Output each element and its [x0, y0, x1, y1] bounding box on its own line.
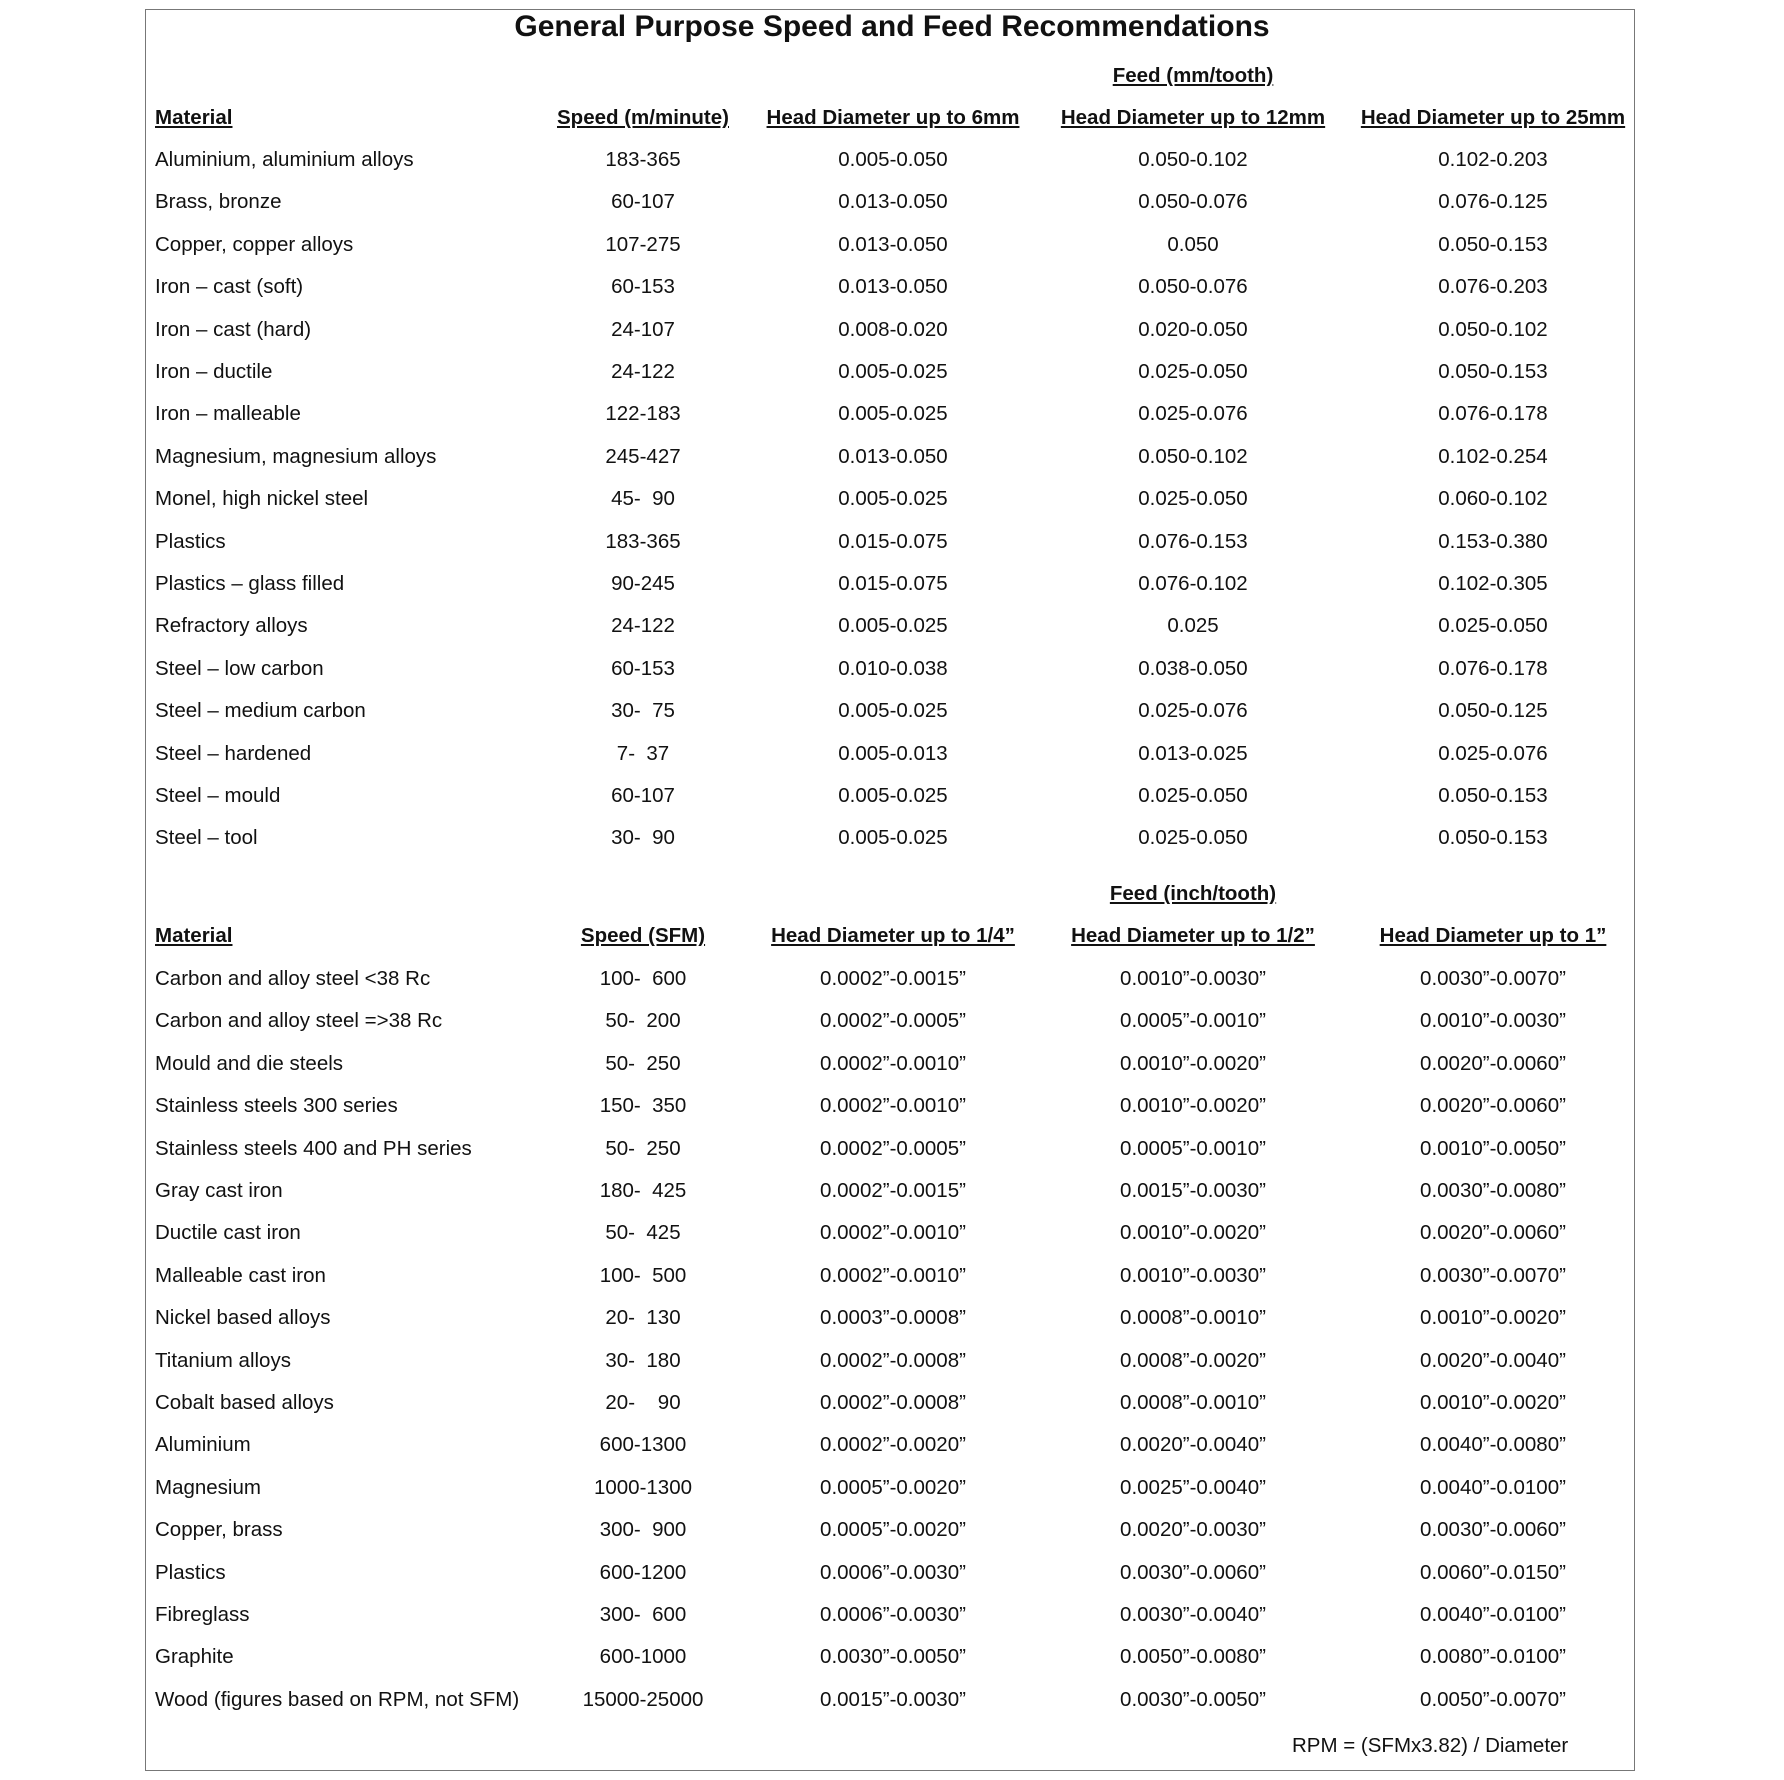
table-cell: 0.0002”-0.0015”: [820, 967, 966, 990]
table-cell: 183-365: [605, 148, 681, 171]
table-cell: 0.076-0.178: [1438, 656, 1548, 680]
table-cell: 0.0030”-0.0070”: [1420, 1263, 1566, 1287]
table-cell: 0.050-0.102: [1438, 317, 1548, 341]
table-cell: 0.0040”-0.0100”: [1420, 1603, 1566, 1626]
table-cell: 0.015-0.075: [838, 572, 948, 595]
table-cell: 0.060-0.102: [1438, 487, 1548, 511]
table-cell: 60-107: [611, 784, 675, 807]
rpm-formula-footnote: RPM = (SFMx3.82) / Diameter: [1292, 1734, 1569, 1757]
table-cell: 60-153: [611, 275, 675, 299]
table-cell: 0.005-0.025: [838, 699, 948, 723]
table-cell: 0.076-0.203: [1438, 275, 1548, 299]
table-cell: 0.050-0.153: [1438, 360, 1548, 383]
table-cell: 0.050-0.102: [1138, 148, 1248, 171]
table-cell: 0.0005”-0.0020”: [820, 1475, 966, 1499]
table-cell: 0.050-0.153: [1438, 232, 1548, 256]
material-cell: Steel – hardened: [155, 741, 312, 765]
column-header: Speed (SFM): [580, 924, 706, 947]
table-cell: 50- 200: [605, 1009, 681, 1033]
table-cell: 0.0030”-0.0040”: [1120, 1603, 1266, 1626]
material-cell: Malleable cast iron: [155, 1263, 326, 1287]
table-cell: 0.0015”-0.0030”: [1120, 1179, 1266, 1202]
table-cell: 0.0002”-0.0005”: [820, 1009, 966, 1033]
table-cell: 0.0010”-0.0030”: [1420, 1009, 1566, 1033]
table-cell: 0.153-0.380: [1438, 529, 1548, 553]
table-cell: 0.025-0.050: [1138, 784, 1248, 807]
table-cell: 0.0010”-0.0020”: [1120, 1051, 1266, 1075]
feed-group-header: Feed (mm/tooth): [1112, 64, 1274, 87]
material-cell: Iron – cast (soft): [155, 275, 304, 299]
material-cell: Mould and die steels: [155, 1051, 344, 1075]
table-cell: 0.005-0.025: [838, 784, 948, 807]
page-title: General Purpose Speed and Feed Recommendations: [514, 10, 1270, 43]
table-cell: 30- 75: [611, 699, 675, 723]
table-cell: 20- 90: [605, 1391, 681, 1414]
table-cell: 600-1300: [599, 1433, 687, 1457]
table-cell: 90-245: [611, 572, 675, 595]
table-cell: 0.0060”-0.0150”: [1420, 1560, 1566, 1584]
column-header: Head Diameter up to 6mm: [766, 106, 1020, 129]
material-cell: Titanium alloys: [155, 1348, 291, 1372]
table-cell: 0.0020”-0.0060”: [1420, 1094, 1566, 1118]
table-cell: 45- 90: [611, 487, 675, 511]
table-cell: 0.025-0.050: [1138, 826, 1248, 850]
table-cell: 0.0002”-0.0010”: [820, 1263, 966, 1287]
table-cell: 0.020-0.050: [1138, 317, 1248, 341]
material-cell: Steel – low carbon: [155, 656, 324, 680]
table-cell: 24-107: [611, 317, 675, 341]
material-cell: Carbon and alloy steel <38 Rc: [155, 967, 431, 990]
table-cell: 600-1000: [599, 1645, 687, 1669]
table-cell: 300- 900: [599, 1518, 687, 1542]
table-cell: 0.0005”-0.0020”: [820, 1518, 966, 1542]
table-cell: 122-183: [605, 402, 681, 426]
material-cell: Gray cast iron: [155, 1179, 283, 1202]
table-cell: 0.015-0.075: [838, 529, 948, 553]
table-cell: 0.0006”-0.0030”: [820, 1560, 966, 1584]
column-header: Head Diameter up to 1/2”: [1071, 924, 1315, 947]
table-cell: 0.025-0.076: [1138, 402, 1248, 426]
table-cell: 0.0020”-0.0040”: [1120, 1433, 1266, 1457]
table-cell: 0.010-0.038: [838, 656, 948, 680]
table-cell: 0.050-0.076: [1138, 190, 1248, 214]
table-cell: 50- 250: [605, 1051, 681, 1075]
table-cell: 0.0030”-0.0060”: [1420, 1518, 1566, 1542]
table-cell: 100- 500: [599, 1263, 687, 1287]
material-cell: Iron – malleable: [155, 402, 301, 426]
table-cell: 0.050: [1167, 232, 1219, 256]
table-cell: 0.0010”-0.0030”: [1120, 1263, 1266, 1287]
material-cell: Steel – mould: [155, 784, 281, 807]
column-header: Material: [155, 924, 233, 947]
table-cell: 600-1200: [599, 1560, 687, 1584]
table-cell: 0.0010”-0.0050”: [1420, 1136, 1566, 1160]
material-cell: Graphite: [155, 1645, 234, 1669]
table-cell: 0.0002”-0.0010”: [820, 1221, 966, 1245]
material-cell: Brass, bronze: [155, 190, 282, 214]
material-cell: Fibreglass: [155, 1603, 250, 1626]
table-cell: 0.025-0.050: [1438, 614, 1548, 638]
table-cell: 50- 250: [605, 1136, 681, 1160]
column-header: Head Diameter up to 1/4”: [771, 924, 1015, 947]
table-cell: 7- 37: [616, 741, 670, 765]
table-cell: 0.050-0.102: [1138, 444, 1248, 468]
table-cell: 0.076-0.178: [1438, 402, 1548, 426]
material-cell: Nickel based alloys: [155, 1306, 331, 1330]
column-header: Head Diameter up to 12mm: [1060, 106, 1326, 129]
table-cell: 50- 425: [605, 1221, 681, 1245]
table-cell: 107-275: [605, 232, 681, 256]
table-cell: 0.102-0.203: [1438, 148, 1548, 171]
material-cell: Iron – cast (hard): [155, 317, 312, 341]
table-cell: 0.0025”-0.0040”: [1120, 1475, 1266, 1499]
table-cell: 150- 350: [599, 1094, 687, 1118]
table-cell: 0.0002”-0.0005”: [820, 1136, 966, 1160]
table-cell: 0.102-0.254: [1438, 444, 1548, 468]
table-cell: 0.0030”-0.0070”: [1420, 967, 1566, 990]
table-cell: 15000-25000: [582, 1687, 704, 1711]
table-cell: 60-153: [611, 656, 675, 680]
table-cell: 0.076-0.153: [1138, 529, 1248, 553]
table-cell: 300- 600: [599, 1603, 687, 1626]
material-cell: Monel, high nickel steel: [155, 487, 369, 511]
table-cell: 0.0008”-0.0010”: [1120, 1391, 1266, 1414]
table-cell: 0.0020”-0.0060”: [1420, 1221, 1566, 1245]
table-cell: 0.0008”-0.0020”: [1120, 1348, 1266, 1372]
material-cell: Copper, copper alloys: [155, 232, 354, 256]
material-cell: Magnesium: [155, 1475, 261, 1499]
table-cell: 30- 90: [611, 826, 675, 850]
table-cell: 0.0030”-0.0060”: [1120, 1560, 1266, 1584]
table-cell: 0.0050”-0.0070”: [1420, 1687, 1566, 1711]
material-cell: Steel – tool: [155, 826, 258, 850]
table-cell: 0.0040”-0.0080”: [1420, 1433, 1566, 1457]
table-cell: 0.0010”-0.0020”: [1420, 1306, 1566, 1330]
column-header: Material: [155, 106, 233, 129]
table-cell: 0.0030”-0.0080”: [1420, 1179, 1566, 1202]
table-cell: 0.0050”-0.0080”: [1120, 1645, 1266, 1669]
table-cell: 0.0003”-0.0008”: [820, 1306, 966, 1330]
table-cell: 0.013-0.025: [1138, 741, 1248, 765]
table-cell: 0.0002”-0.0015”: [820, 1179, 966, 1202]
table-cell: 0.0030”-0.0050”: [820, 1645, 966, 1669]
column-header: Speed (m/minute): [557, 106, 729, 129]
table-cell: 0.013-0.050: [838, 232, 948, 256]
material-cell: Aluminium, aluminium alloys: [155, 148, 414, 171]
material-cell: Stainless steels 400 and PH series: [155, 1136, 472, 1160]
table-cell: 0.0020”-0.0040”: [1420, 1348, 1566, 1372]
table-cell: 0.0005”-0.0010”: [1120, 1136, 1266, 1160]
table-cell: 0.025-0.050: [1138, 487, 1248, 511]
table-cell: 0.013-0.050: [838, 190, 948, 214]
table-cell: 0.005-0.025: [838, 360, 948, 383]
table-cell: 0.005-0.025: [838, 614, 948, 638]
table-cell: 0.0015”-0.0030”: [820, 1687, 966, 1711]
table-cell: 24-122: [611, 360, 675, 383]
material-cell: Steel – medium carbon: [155, 699, 366, 723]
table-cell: 0.0002”-0.0010”: [820, 1051, 966, 1075]
table-cell: 0.005-0.025: [838, 487, 948, 511]
table-cell: 0.0010”-0.0030”: [1120, 967, 1266, 990]
table-cell: 0.025: [1167, 614, 1219, 638]
feed-group-header: Feed (inch/tooth): [1109, 882, 1277, 905]
table-cell: 0.005-0.025: [838, 402, 948, 426]
table-cell: 0.008-0.020: [838, 317, 948, 341]
table-cell: 0.0010”-0.0020”: [1120, 1221, 1266, 1245]
table-cell: 30- 180: [605, 1348, 681, 1372]
material-cell: Plastics – glass filled: [155, 572, 345, 595]
table-cell: 0.0010”-0.0020”: [1420, 1391, 1566, 1414]
column-header: Head Diameter up to 25mm: [1360, 106, 1626, 129]
table-cell: 0.0008”-0.0010”: [1120, 1306, 1266, 1330]
table-cell: 60-107: [611, 190, 675, 214]
table-cell: 0.025-0.076: [1438, 741, 1548, 765]
material-cell: Copper, brass: [155, 1518, 283, 1542]
table-cell: 0.038-0.050: [1138, 656, 1248, 680]
table-cell: 0.076-0.125: [1438, 190, 1548, 214]
table-cell: 0.0020”-0.0060”: [1420, 1051, 1566, 1075]
material-cell: Carbon and alloy steel =>38 Rc: [155, 1009, 443, 1033]
table-cell: 0.0002”-0.0008”: [820, 1391, 966, 1414]
material-cell: Ductile cast iron: [155, 1221, 301, 1245]
table-cell: 0.0002”-0.0008”: [820, 1348, 966, 1372]
material-cell: Wood (figures based on RPM, not SFM): [155, 1687, 520, 1711]
table-cell: 0.025-0.050: [1138, 360, 1248, 383]
table-cell: 0.0080”-0.0100”: [1420, 1645, 1566, 1669]
material-cell: Refractory alloys: [155, 614, 308, 638]
table-cell: 0.005-0.025: [838, 826, 948, 850]
table-cell: 0.005-0.050: [838, 148, 948, 171]
material-cell: Iron – ductile: [155, 360, 273, 383]
table-cell: 0.050-0.153: [1438, 826, 1548, 850]
table-cell: 0.005-0.013: [838, 741, 948, 765]
table-cell: 0.013-0.050: [838, 275, 948, 299]
table-cell: 180- 425: [599, 1179, 687, 1202]
material-cell: Plastics: [155, 1560, 226, 1584]
table-cell: 0.0010”-0.0020”: [1120, 1094, 1266, 1118]
table-cell: 0.0030”-0.0050”: [1120, 1687, 1266, 1711]
material-cell: Plastics: [155, 529, 226, 553]
material-cell: Aluminium: [155, 1433, 251, 1457]
material-cell: Magnesium, magnesium alloys: [155, 444, 437, 468]
table-cell: 0.0002”-0.0020”: [820, 1433, 966, 1457]
table-cell: 0.0020”-0.0030”: [1120, 1518, 1266, 1542]
table-cell: 0.0006”-0.0030”: [820, 1603, 966, 1626]
column-header: Head Diameter up to 1”: [1379, 924, 1607, 947]
table-cell: 1000-1300: [593, 1475, 693, 1499]
table-cell: 0.0005”-0.0010”: [1120, 1009, 1266, 1033]
table-cell: 0.0002”-0.0010”: [820, 1094, 966, 1118]
material-cell: Stainless steels 300 series: [155, 1094, 398, 1118]
table-cell: 0.102-0.305: [1438, 572, 1548, 595]
table-cell: 183-365: [605, 529, 681, 553]
table-cell: 100- 600: [599, 967, 687, 990]
table-cell: 0.0040”-0.0100”: [1420, 1475, 1566, 1499]
table-cell: 24-122: [611, 614, 675, 638]
table-cell: 0.050-0.153: [1438, 784, 1548, 807]
table-cell: 0.013-0.050: [838, 444, 948, 468]
table-cell: 0.050-0.125: [1438, 699, 1548, 723]
table-cell: 0.076-0.102: [1138, 572, 1248, 595]
table-cell: 0.025-0.076: [1138, 699, 1248, 723]
table-cell: 0.050-0.076: [1138, 275, 1248, 299]
table-cell: 20- 130: [605, 1306, 681, 1330]
material-cell: Cobalt based alloys: [155, 1391, 334, 1414]
document-frame: [145, 9, 1635, 1771]
table-cell: 245-427: [605, 444, 681, 468]
